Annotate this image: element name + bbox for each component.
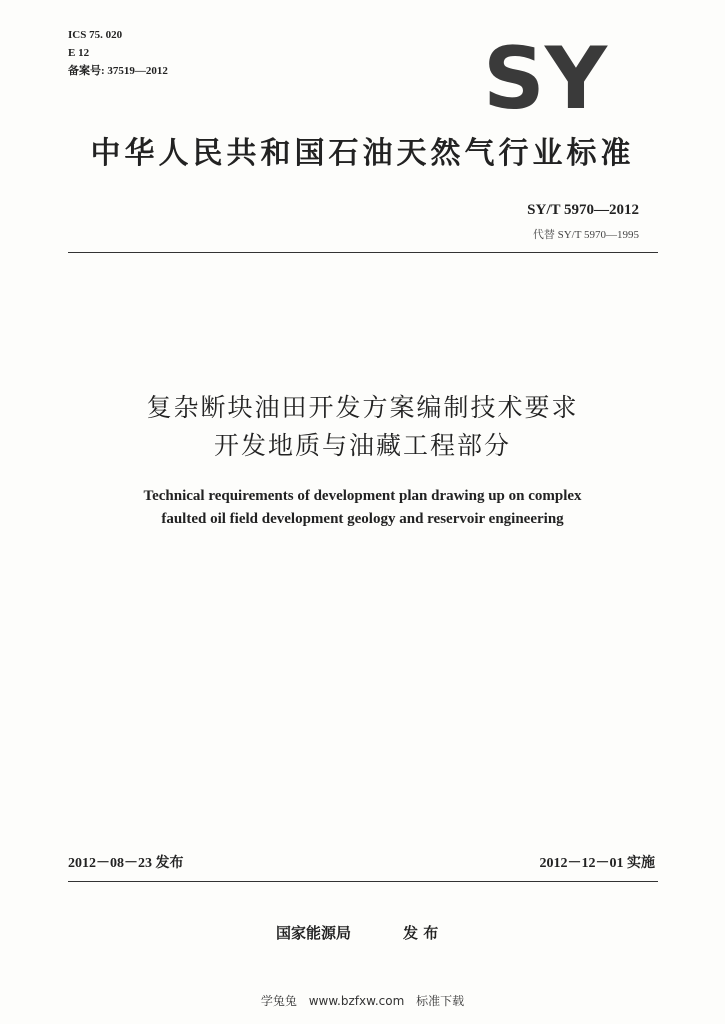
filing-number: 备案号: 37519—2012 xyxy=(68,65,168,77)
footer-url-link[interactable]: www.bzfxw.com xyxy=(308,994,405,1008)
sy-logo xyxy=(480,40,610,114)
watermark-footer xyxy=(0,992,725,1009)
classification-code: E 12 xyxy=(68,47,90,59)
sy-logo-text: SY xyxy=(483,40,609,114)
standard-number: SY/T 5970—2012 xyxy=(527,202,639,218)
header-divider xyxy=(68,252,658,253)
ics-code: ICS 75. 020 xyxy=(68,29,123,41)
issuing-organization-title: 中华人民共和国石油天然气行业标准 xyxy=(90,136,635,171)
sy-logo-graphic xyxy=(480,40,610,114)
footer-tagline: 标准下载 xyxy=(416,994,465,1008)
document-metadata xyxy=(68,26,168,80)
footer-site-name: 学兔兔 xyxy=(260,994,297,1008)
title-english-line-1: Technical requirements of development plan drawing up on complex xyxy=(143,488,582,504)
replaces-standard: 代替 SY/T 5970—1995 xyxy=(532,229,639,241)
footer-divider xyxy=(68,881,658,882)
title-chinese-line-2: 开发地质与油藏工程部分 xyxy=(213,431,511,460)
publisher-action: 发 布 xyxy=(403,924,439,942)
title-chinese-line-1: 复杂断块油田开发方案编制技术要求 xyxy=(146,393,579,422)
effective-date: 2012－12－01 实施 xyxy=(539,856,655,871)
title-english-line-2: faulted oil field development geology and reservoir engineering xyxy=(161,511,564,527)
publisher-name: 国家能源局 xyxy=(276,924,352,942)
issue-date: 2012－08－23 发布 xyxy=(68,856,184,871)
